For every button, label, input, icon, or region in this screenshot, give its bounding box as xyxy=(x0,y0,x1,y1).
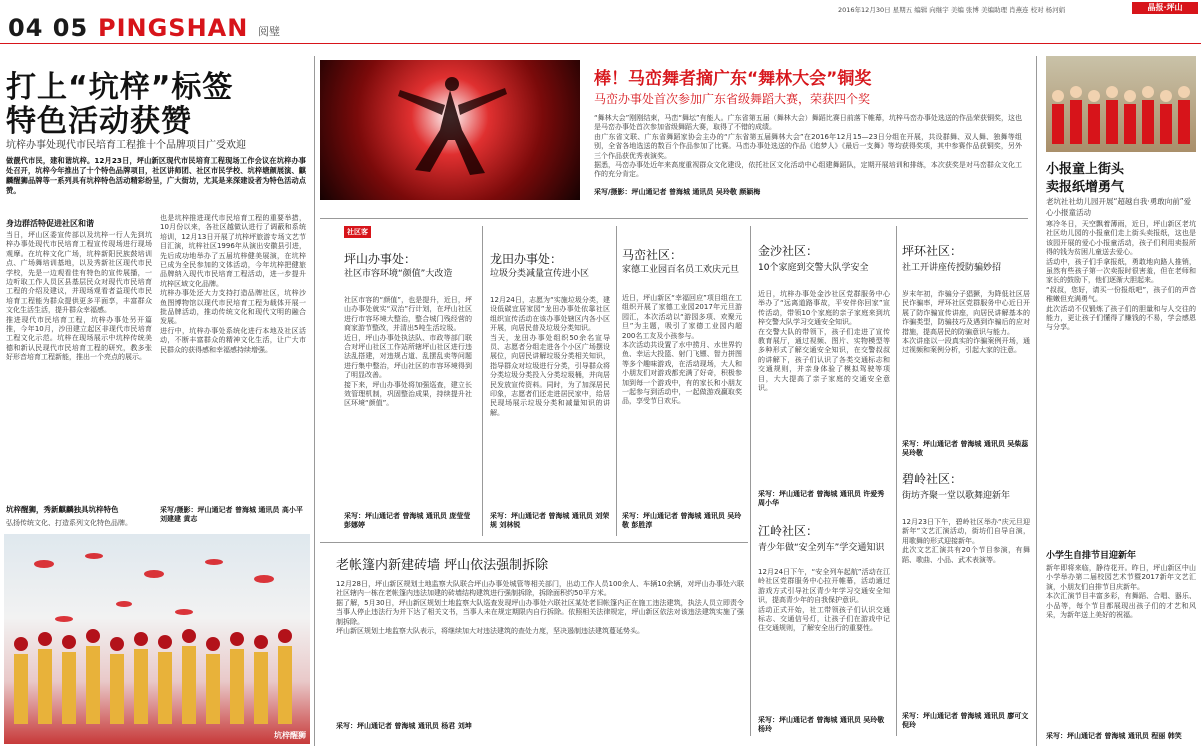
bottom-credit: 采写：坪山通记者 曾海城 通讯员 杨君 刘坤 xyxy=(336,722,472,730)
col3-title1: 马峦社区： xyxy=(622,248,683,262)
col4-body: 近日，坑梓办事处金沙社区党群服务中心举办了“远离道路事故，平安伴你回家”宣传活动，带领10个家庭的亲子家庭来到坑梓交警大队学习交通安全知识。 在交警大队的带领下，孩子们走进了宣传教育展厅，通过视频、图片、实物模型等多种形式了解交通安全知识，在交警叔叔的讲解下，孩子们认识了各类交通标志和交通规则，并亲身体验了模拟驾驶等项目，大大提高了亲子家庭的交通安全意识。 xyxy=(758,290,890,393)
divider-bottom xyxy=(320,542,748,543)
col4-credit: 采写：坪山通记者 曾海城 通讯员 许爱秀 周小华 xyxy=(758,490,885,507)
col5-title1: 坪环社区： xyxy=(902,244,963,258)
lead-article xyxy=(4,56,310,746)
col6-body: 12月24日下午，“安全列车起航”活动在江岭社区党群服务中心拉开帷幕，活动通过游戏方式引导社区青少年学习交通安全知识，提高青少年的自我保护意识。 活动正式开始，社工带领孩子们认识交通标志、交通信号灯，让孩子们在游戏中记住交通规则，了解安全出行的重要性。 xyxy=(758,568,890,633)
col-divider-3 xyxy=(750,226,751,736)
col6-credit: 采写：坪山通记者 曾海城 通讯员 吴玲敬 杨玲 xyxy=(758,716,885,733)
divider-left xyxy=(314,56,315,746)
feature-title: 棒！马峦舞者摘广东“舞林大会”铜奖 xyxy=(594,69,872,89)
divider-feature xyxy=(320,218,1028,219)
col6-title1: 江岭社区： xyxy=(758,524,819,538)
dancer-silhouette xyxy=(320,60,580,200)
community-col-4 xyxy=(758,242,890,512)
col-divider-4 xyxy=(896,226,897,736)
newsboy-photo xyxy=(1046,56,1196,152)
col4-title1: 金沙社区： xyxy=(758,244,819,258)
col1-title1: 坪山办事处： xyxy=(344,252,417,266)
col7-body: 12月23日下午，碧岭社区举办“庆元旦迎新年”文艺汇演活动，街坊们自导自演，用歌舞的形式迎接新年。 此次文艺汇演共有20个节目参演，有舞蹈、歌曲、小品、武术表演等。 xyxy=(902,518,1030,564)
col5-body: 岁末年初，诈骗分子猖獗，为降低社区居民诈骗率，坪环社区党群服务中心近日开展了防诈骗宣传讲座，向居民讲解基本的诈骗类型，防骗技巧及遇到诈骗后的应对措施，提高居民的防骗意识与能力。 本次讲座以一段真实的诈骗案例开场，通过视频和案例分析，引起大家的注意。 xyxy=(902,290,1030,355)
photo-caption: 弘扬传统文化、打造系列文化特色品牌。 xyxy=(6,519,132,527)
masthead-rule xyxy=(0,43,1201,44)
lead-col1: 当日，坪山区委宣传部以及坑梓一行人先到坑梓办事处现代市民培育工程宣传现场进行现场观摩。在坑梓文化广场，坑梓新阳民族鼓培训点、广场舞培训基地，以及秀新社区现代市民学校，先是一边观看佳有特色的宣传展播，一边听取工作人员区县基层民众对现代市民培育工程的介绍及建议，并现场观看者益现代市民培育工程能为群众提供更多平面享，丰富群众文化生活生活，提升群众幸福感。 推进现代市民培育工程，坑梓办事处另开篇推，今年10月，沙田建立起区非现代市民培育工程文化示范。坑梓在现场展示中坑梓传统美德和新认民现代市民培育工程的研究，教多张好形音培育工程新能，推出一个亮点的展示。 xyxy=(6,231,152,362)
right-credit: 采写：坪山通记者 曾海城 通讯员 程丽 韩笑 xyxy=(1046,732,1182,740)
col1-title2: 社区市容环境“颜值”大改造 xyxy=(344,269,453,279)
bottom-title: 老帐篷内新建砖墙 坪山依法强制拆除 xyxy=(336,558,549,573)
community-col-3 xyxy=(622,226,742,536)
lion-dance-illustration xyxy=(4,534,310,744)
section-sub: 阅璧 xyxy=(258,25,280,38)
col7-title1: 碧岭社区： xyxy=(902,472,963,486)
community-col-5 xyxy=(902,242,1030,460)
community-col-2 xyxy=(490,226,610,536)
col7-credit: 采写：坪山通记者 曾海城 通讯员 廖可文 倪玲 xyxy=(902,712,1029,729)
photo-caption-head: 坑梓醒狮，秀新麒麟独具坑梓特色 xyxy=(6,505,119,514)
page-meta: 2016年12月30日 星期五 编辑 向继宇 美编 张博 美编助理 肖燕连 校对 杨河娟 xyxy=(838,6,1066,14)
right-title1: 小报童上街头 xyxy=(1046,162,1125,177)
col7-title2: 街坊齐聚一堂以歌舞迎新年 xyxy=(902,491,1011,501)
lion-dance-photo xyxy=(4,534,310,744)
col3-title2: 家德工业园百名员工欢庆元旦 xyxy=(622,265,740,275)
logo: 晶报·坪山 xyxy=(1132,2,1198,14)
col-divider-1 xyxy=(482,226,483,536)
col2-credit: 采写：坪山通记者 曾海城 通讯员 刘荣规 刘林锐 xyxy=(490,512,610,529)
right-subtitle: 老坑社社幼儿园开展“超越自我·勇敢向前”爱心小报童活动 xyxy=(1046,197,1192,217)
col2-title2: 垃圾分类减量宣传进小区 xyxy=(490,269,590,279)
photo-credit: 坑梓醒狮 xyxy=(274,731,306,740)
lead-section-head: 身边群活特促进社区和谐 xyxy=(6,219,94,228)
bottom-body: 12月28日，坪山新区规划土地监察大队联合坪山办事处城管等相关部门，出动工作人员100余人、车辆10余辆，对坪山办事处六联社区辖内一栋在老帐篷内违法加建的砖墙结构建筑进行强制拆除，拆除面积约50平方米。 据了解，5月30日，坪山新区规划土地监察大队巡查发现坪山办事处六联社区某处老旧帐篷内正在施工违法建筑，执法人员立即责令当事人停止违法行为并下达了相关文书，当事人未在规定期限内自行拆除。依照相关法律规定，坪山新区依法对该违法建筑实施了强制拆除。 坪山新区规划土地监察大队表示，将继续加大对违法建筑的查处力度，坚决遏制违法建筑蔓延势头。 xyxy=(336,580,744,636)
lead-col2: 也是坑梓推进现代市民培育工程的重要举措，10月份以来，各社区越做认进行了调蔽和系统培训，12月13日开展了坑梓坪旅游专场文艺节目汇演，坑梓社区1996年从演出安徽县引进，先后成功地举办了五届坑梓健美展演，在坑梓已成为全民参加的文体活动，今年坑梓把健旅品牌纳入现代市民培育工程活动，进一步提升坑梓区域文化品牌。 坑梓办事处还大力支持打造品牌社区，坑梓沙鱼图博物馆以现代市民培育工程为载体开展一批品牌活动，推动传统文化和现代文明的融合发展。 进行中，坑梓办事处系统化进行本地及社区活动，不断丰富群众的精神文化生活，让广大市民群众的获得感和幸福感持续增强。 xyxy=(160,214,306,354)
col3-credit: 采写：坪山通记者 曾海城 通讯员 吴玲敬 彭胜淳 xyxy=(622,512,742,529)
feature-credit: 采写/摄影：坪山通记者 曾海城 通讯员 吴玲敬 颜颖梅 xyxy=(594,188,761,196)
lead-title-line2: 特色活动获赞 xyxy=(6,104,192,139)
feature-article xyxy=(588,60,1024,210)
lead-credit: 采写/摄影：坪山通记者 曾海城 通讯员 高小平 刘建建 黄志 xyxy=(160,506,303,523)
col-divider-2 xyxy=(616,226,617,536)
feature-body: “舞林大会”刚刚结束，马峦“舞坛”有能人。广东省第五届（舞林大会）舞蹈比赛日前落下帷幕，坑梓马峦办事处选送的作品荣获铜奖，这也是马峦办事处首次参加省级舞蹈大赛，取得了不错的成绩。 由广东省文联、广东省舞蹈家协会主办的“广东省第五届舞林大会”在2016年12月15—23日分组在开展，共设群舞、双人舞、独舞等组别，全省各地选送的数百个作品参加了比赛。马峦办事处选送的作品《追梦人》《最后一支舞》等均获得奖项，其中参赛作品获铜奖，另外三个作品获优秀表演奖。 据悉，马峦办事处近年来高度重视群众文化建设，依托社区文化活动中心组建舞蹈队，定期开展培训和排练，本次获奖是对马峦群众文化工作的充分肯定。 xyxy=(594,114,1022,179)
right-body: 寒冷冬日，天空飘着薄雨，近日，坪山新区老坑社区幼儿园的小报童们走上街头卖报纸，这也是该园开展的爱心小报童活动，孩子们利用卖报所得的钱为贫困儿童送去爱心。 活动中，孩子们手拿报纸，勇敢地向路人推销，虽然有些孩子第一次卖报时很害羞，但在老师和家长的鼓励下，他们逐渐大胆起来。 “叔叔，您好，请买一份报纸吧”，孩子们的声音稚嫩但充满勇气。 此次活动不仅锻炼了孩子们的胆量和与人交往的能力，更让孩子们懂得了赚钱的不易，学会感恩与分享。 xyxy=(1046,220,1196,332)
col1-credit: 采写：坪山通记者 曾海城 通讯员 庞莹莹 彭娜婷 xyxy=(344,512,471,529)
children-illustration xyxy=(1046,56,1196,152)
right-title2: 卖报纸增勇气 xyxy=(1046,180,1125,195)
col6-title2: 青少年做“安全列车”学交通知识 xyxy=(758,543,885,553)
right-article xyxy=(1046,158,1196,746)
divider-right xyxy=(1036,56,1037,746)
page-number: 04 05 xyxy=(8,14,89,42)
col2-body: 12月24日，志愿为“实施垃圾分类，建设低碳宜居家园”龙田办事处依靠社区组织宣传活动在该办事处辖区内各小区开展，向居民普及垃圾分类知识。 当天，龙田办事处组织50余名宣导员、志愿者分组走进各个小区广场摆设展位，向居民讲解垃圾分类相关知识，指导群众对垃圾进行分类，引导群众将分类垃圾分类投入分类垃圾桶，并向居民发放宣传资料。同时，为了加深居民印象，志愿者们还走进居民家中，给居民现场展示垃圾分类和减量知识的讲解。 xyxy=(490,296,610,417)
col5-title2: 社工开讲座传授防骗妙招 xyxy=(902,263,1002,273)
lead-intro: 做靓代市民，建和谐坑梓。12月23日，坪山新区现代市民培育工程现场工作会议在坑梓办事处召开，坑梓今年推出了十个特色品牌项目，社区讲师团、社区市民学校、坑梓塘颜展演、麒麟醒狮品牌等一系列具有坑梓特色活动精彩纷呈，广大街坊，尤其是来深建设者为特色活动点赞。 xyxy=(6,156,306,195)
bottom-article xyxy=(336,550,744,742)
col2-title1: 龙田办事处： xyxy=(490,252,563,266)
lead-subtitle: 坑梓办事处现代市民培育工程推十个品牌项目广受欢迎 xyxy=(6,140,246,151)
col4-title2: 10个家庭到交警大队学安全 xyxy=(758,263,869,273)
col5-credit: 采写：坪山通记者 曾海城 通讯员 吴柴蕊 吴玲敬 xyxy=(902,440,1029,457)
right-sub-body: 新年即将来临，静待花开。昨日，坪山新区中山小学举办第二届校园艺术节暨2017新年文艺汇演，小朋友们自排节目庆新年。 本次汇演节目丰富多彩，有舞蹈、合唱、器乐、小品等，每个节目都展现出孩子们的才艺和风采，为新年送上美好的祝福。 xyxy=(1046,564,1196,620)
column-tag: 社区客 xyxy=(344,226,371,238)
community-col-1 xyxy=(344,226,472,536)
community-col-6 xyxy=(758,522,890,736)
right-sub-head: 小学生自排节目迎新年 xyxy=(1046,551,1137,561)
dance-photo xyxy=(320,60,580,200)
section-name: PINGSHAN xyxy=(98,14,249,42)
lead-title-line1: 打上“坑梓”标签 xyxy=(6,70,234,105)
community-col-7 xyxy=(902,470,1030,736)
col1-body: 社区市容的“颜值”，也是提升，近日，坪山办事处就实“双治”行计划，在坪山社区进行市容环境大整治，整合城门残经营的商家游节整改，并清出5吨生活垃圾。 近日，坪山办事处执法队、市政等部门联合对坪山社区工作站所辖坪山社区进行违法乱搭建，对违规占道、乱摆乱卖等问题进行集中整治，坪山社区的市容环境得到了明显改善。 接下来，坪山办事处将加强巡查，建立长效管理机制，巩固整治成果，持续提升社区环境“颜值”。 xyxy=(344,296,472,408)
feature-subtitle: 马峦办事处首次参加广东省级舞蹈大赛，荣获四个奖 xyxy=(594,92,871,106)
col3-body: 近日，坪山新区“幸福回应”项目组在工组织开展了家德工业园2017年元旦游园汇，本次活动以“游园多项、欢聚元旦”为主题，吸引了家德工业园内超200名工友及小孩参与。 本次活动共设置了水中捞月、水世界钓鱼、幸运大投篮、射门飞镖、智力拼图等多个趣味游戏，在活动现场，大人和小朋友们对游戏都充满了好奇，积极参加到每一个游戏中，有的家长和小朋友一起参与到活动中，一起做游戏赢取奖品，享受节日欢乐。 xyxy=(622,294,742,406)
masthead xyxy=(0,0,1201,44)
